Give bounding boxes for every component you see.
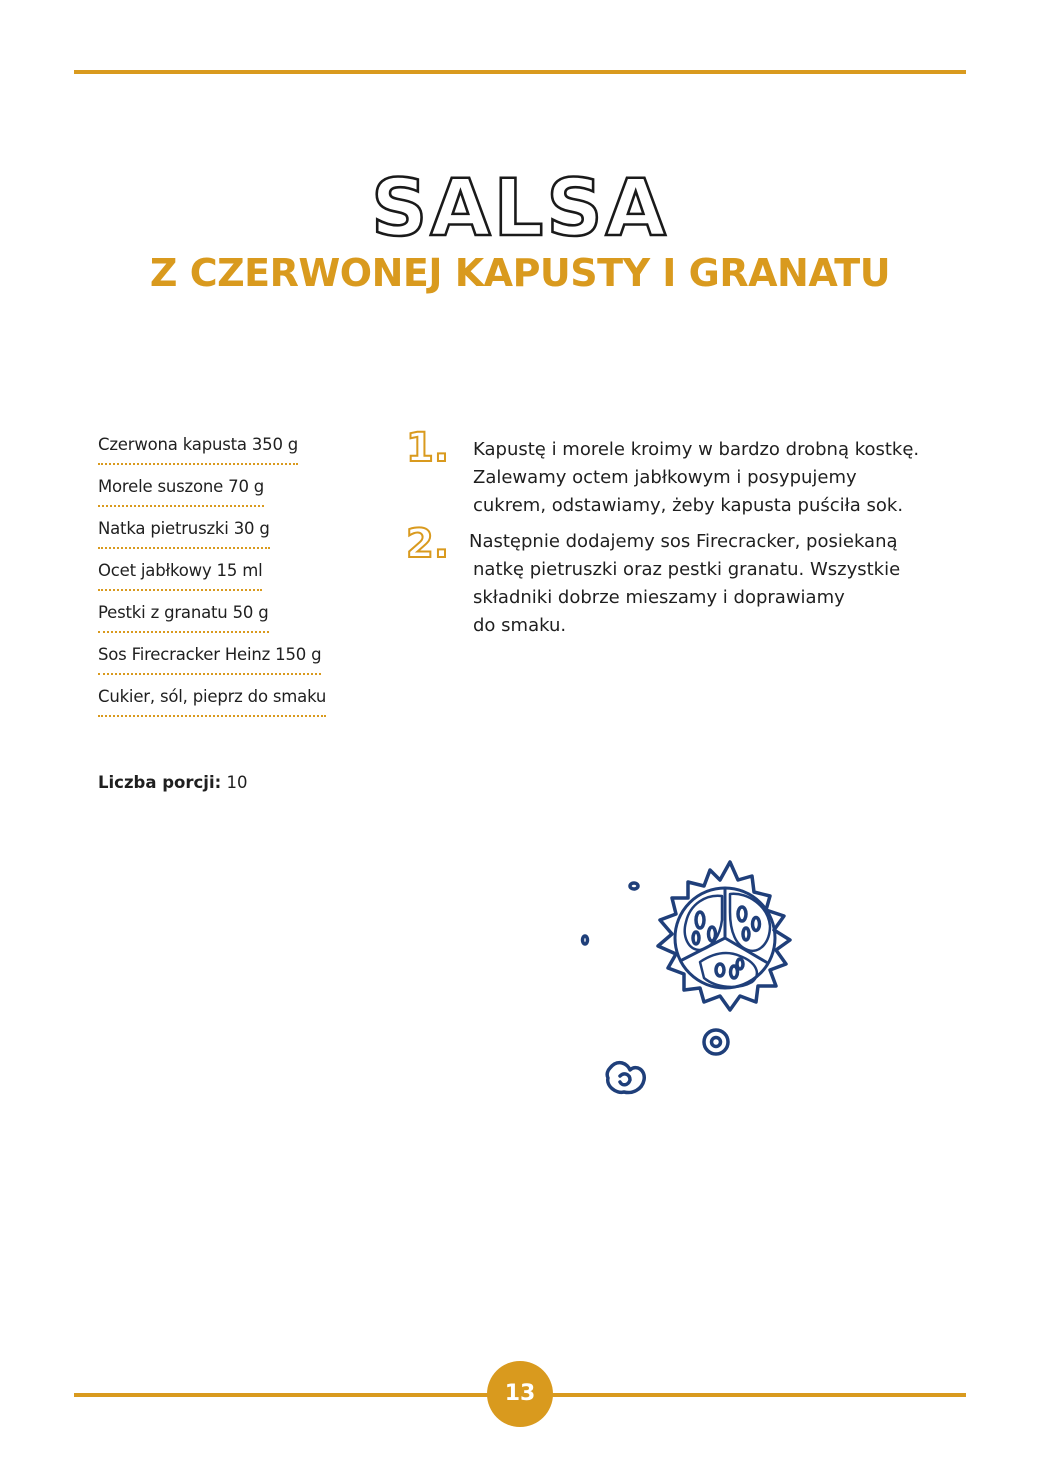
- recipe-title: SALSA: [371, 164, 669, 254]
- ingredient-item: Morele suszone 70 g: [98, 470, 398, 512]
- ingredient-item: Ocet jabłkowy 15 ml: [98, 554, 398, 596]
- page-number-badge: 13: [487, 1361, 553, 1427]
- step-1-number: 1.: [406, 425, 450, 471]
- ingredient-item: Sos Firecracker Heinz 150 g: [98, 638, 398, 680]
- step-2-number: 2.: [406, 521, 450, 567]
- top-rule: [74, 70, 966, 74]
- recipe-subtitle: Z CZERWONEJ KAPUSTY I GRANATU: [149, 251, 891, 295]
- ingredient-item: Czerwona kapusta 350 g: [98, 428, 398, 470]
- ingredient-item: Cukier, sól, pieprz do smaku: [98, 680, 398, 722]
- ingredient-item: Pestki z granatu 50 g: [98, 596, 398, 638]
- step-2-text: Następnie dodajemy sos Firecracker, posiekaną natkę pietruszki oraz pestki granatu. Wszystkie składniki dobrze mieszamy i doprawiamy do smaku.: [469, 531, 901, 636]
- portions-info: [98, 773, 247, 792]
- portions-value: 10: [221, 773, 248, 792]
- pomegranate-icon: [570, 850, 820, 1110]
- ingredient-item: Natka pietruszki 30 g: [98, 512, 398, 554]
- ingredients-list: [98, 428, 398, 722]
- step-1-text: Kapustę i morele kroimy w bardzo drobną kostkę. Zalewamy octem jabłkowym i posypujemy cukrem, odstawiamy, żeby kapusta puściła sok.: [473, 439, 920, 516]
- portions-label: Liczba porcji:: [98, 773, 222, 792]
